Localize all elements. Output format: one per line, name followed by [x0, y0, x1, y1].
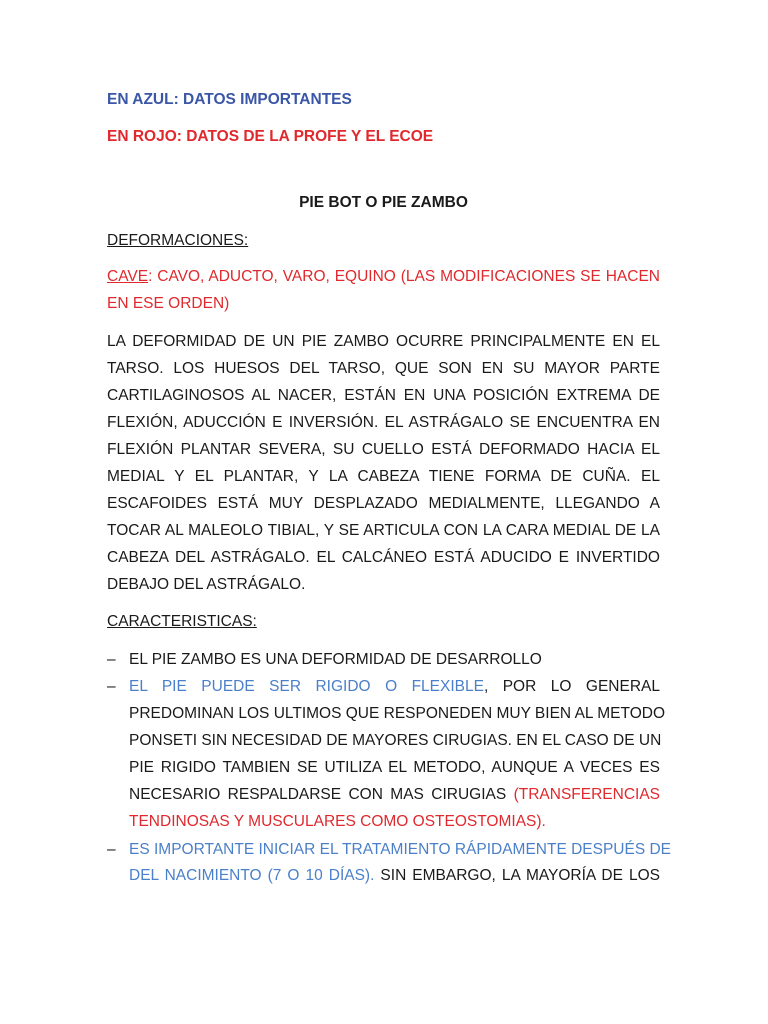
- bullet-dash: –: [107, 841, 116, 858]
- paragraph-line: MEDIAL Y EL PLANTAR, Y LA CABEZA TIENE FORMA DE CUÑA. EL: [107, 468, 660, 485]
- cave-line-1: [107, 267, 660, 287]
- deformaciones-heading: DEFORMACIONES:: [107, 232, 249, 249]
- paragraph-line: CARTILAGINOSOS AL NACER, ESTÁN EN UNA POSICIÓN EXTREMA DE: [107, 387, 660, 404]
- paragraph-line: FLEXIÓN PLANTAR SEVERA, SU CUELLO ESTÁ DEFORMADO HACIA EL: [107, 441, 660, 458]
- bullet-2-line-4: PIE RIGIDO TAMBIEN SE UTILIZA EL METODO, AUNQUE A VECES ES: [129, 759, 660, 776]
- paragraph-line: LA DEFORMIDAD DE UN PIE ZAMBO OCURRE PRINCIPALMENTE EN EL: [107, 333, 660, 350]
- legend-red: EN ROJO: DATOS DE LA PROFE Y EL ECOE: [107, 128, 434, 145]
- paragraph-line: FLEXIÓN, ADUCCIÓN E INVERSIÓN. EL ASTRÁGALO SE ENCUENTRA EN: [107, 414, 660, 431]
- cave-line-2: EN ESE ORDEN): [107, 295, 230, 312]
- bullet-2-line-3: PONSETI SIN NECESIDAD DE MAYORES CIRUGIAS. EN EL CASO DE UN: [129, 732, 662, 749]
- bullet-2-line-1: [129, 677, 660, 697]
- bullet-1: EL PIE ZAMBO ES UNA DEFORMIDAD DE DESARROLLO: [129, 651, 542, 668]
- paragraph-line: TOCAR AL MALEOLO TIBIAL, Y SE ARTICULA CON LA CARA MEDIAL DE LA: [107, 522, 660, 539]
- bullet-3-highlight: DEL NACIMIENTO (7 O 10 DÍAS).: [129, 867, 375, 884]
- bullet-2-line-5: [129, 785, 660, 805]
- paragraph-line: TARSO. LOS HUESOS DEL TARSO, QUE SON EN SU MAYOR PARTE: [107, 360, 660, 377]
- paragraph-line: DEBAJO DEL ASTRÁGALO.: [107, 576, 306, 593]
- bullet-2-rest: , POR LO GENERAL: [483, 678, 660, 695]
- bullet-3-rest: SIN EMBARGO, LA MAYORÍA DE LOS: [374, 867, 660, 884]
- paragraph-line: CABEZA DEL ASTRÁGALO. EL CALCÁNEO ESTÁ ADUCIDO E INVERTIDO: [107, 549, 660, 566]
- bullet-2-line-2: PREDOMINAN LOS ULTIMOS QUE RESPONEDEN MUY BIEN AL METODO: [129, 705, 665, 722]
- bullet-3-line-2: [129, 866, 660, 886]
- bullet-2-red: (TRANSFERENCIAS: [513, 786, 660, 803]
- bullet-3-line-1: ES IMPORTANTE INICIAR EL TRATAMIENTO RÁPIDAMENTE DESPUÉS DE: [129, 841, 672, 858]
- bullet-2-text: NECESARIO RESPALDARSE CON MAS CIRUGIAS: [129, 786, 514, 803]
- paragraph-line: ESCAFOIDES ESTÁ MUY DESPLAZADO MEDIALMENTE, LLEGANDO A: [107, 495, 660, 512]
- bullet-dash: –: [107, 651, 116, 668]
- bullet-2-highlight: EL PIE PUEDE SER RIGIDO O FLEXIBLE: [129, 678, 484, 695]
- caracteristicas-heading: CARACTERISTICAS:: [107, 613, 257, 630]
- bullet-2-line-6: TENDINOSAS Y MUSCULARES COMO OSTEOSTOMIAS).: [129, 813, 546, 830]
- legend-blue: EN AZUL: DATOS IMPORTANTES: [107, 91, 352, 108]
- document-title: PIE BOT O PIE ZAMBO: [299, 194, 468, 211]
- bullet-dash: –: [107, 678, 116, 695]
- cave-word: CAVE: [107, 268, 149, 285]
- cave-text: : CAVO, ADUCTO, VARO, EQUINO (LAS MODIFICACIONES SE HACEN: [148, 268, 660, 285]
